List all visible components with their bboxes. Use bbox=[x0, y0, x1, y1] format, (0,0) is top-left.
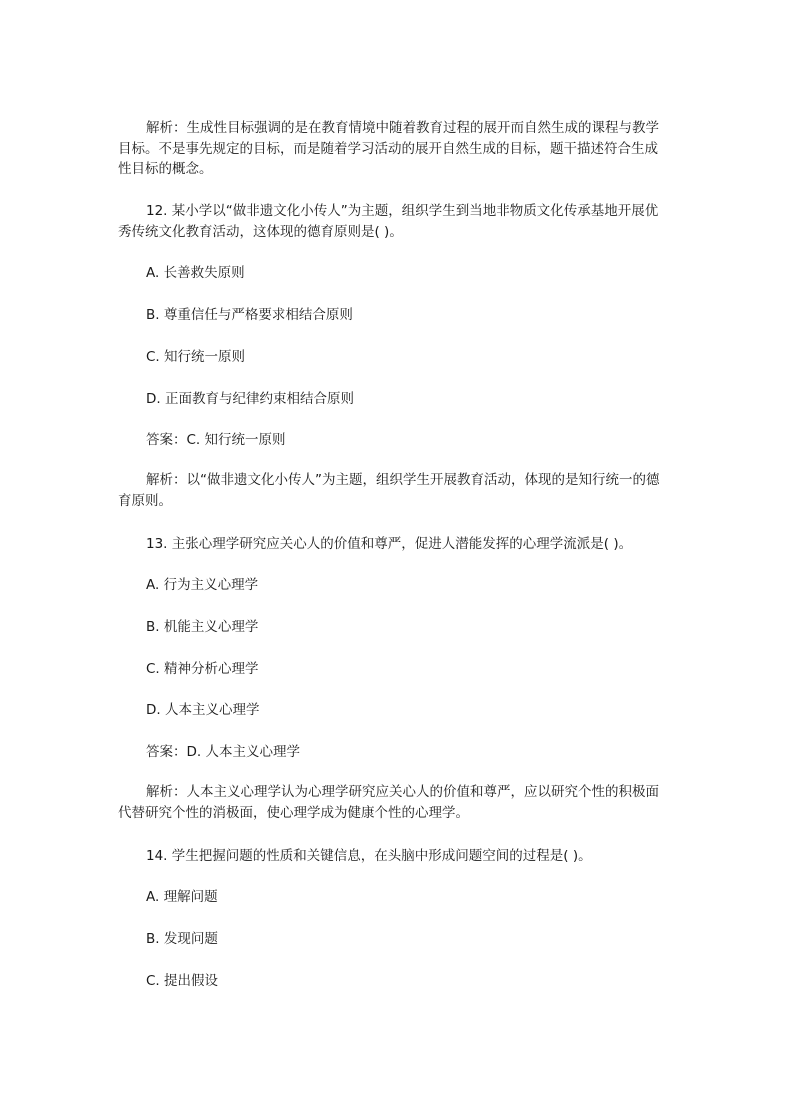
question-12-option-c: C. 知行统一原则 bbox=[146, 349, 246, 365]
question-13-option-a: A. 行为主义心理学 bbox=[146, 577, 259, 593]
question-14-option-a: A. 理解问题 bbox=[146, 889, 218, 905]
question-13-option-c: C. 精神分析心理学 bbox=[146, 661, 259, 677]
question-14-stem: 14. 学生把握问题的性质和关键信息，在头脑中形成问题空间的过程是( )。 bbox=[146, 848, 592, 864]
analysis-paragraph-11: 解析：生成性目标强调的是在教育情境中随着教育过程的展开而自然生成的课程与教学目标。不是事先规定的目标，而是随着学习活动的展开自然生成的目标，题干描述符合生成性目标的概念。 bbox=[118, 120, 659, 177]
question-12-answer: 答案：C. 知行统一原则 bbox=[146, 432, 286, 448]
question-13-stem: 13. 主张心理学研究应关心人的价值和尊严，促进人潜能发挥的心理学流派是( )。 bbox=[146, 536, 633, 552]
question-14-option-b: B. 发现问题 bbox=[146, 931, 218, 947]
question-12-option-b: B. 尊重信任与严格要求相结合原则 bbox=[146, 307, 353, 323]
question-12-option-a: A. 长善救失原则 bbox=[146, 265, 245, 281]
question-13-answer: 答案：D. 人本主义心理学 bbox=[146, 744, 300, 760]
question-12-analysis: 解析：以“做非遗文化小传人”为主题，组织学生开展教育活动，体现的是知行统一的德育原则。 bbox=[118, 472, 660, 509]
question-12-stem: 12. 某小学以“做非遗文化小传人”为主题，组织学生到当地非物质文化传承基地开展优秀传统文化教育活动，这体现的德育原则是( )。 bbox=[118, 203, 659, 240]
question-13-option-d: D. 人本主义心理学 bbox=[146, 702, 260, 718]
question-13-option-b: B. 机能主义心理学 bbox=[146, 619, 259, 635]
question-12-option-d: D. 正面教育与纪律约束相结合原则 bbox=[146, 391, 354, 407]
question-14-option-c: C. 提出假设 bbox=[146, 973, 219, 989]
question-13-analysis: 解析：人本主义心理学认为心理学研究应关心人的价值和尊严，应以研究个性的积极面代替研究个性的消极面，使心理学成为健康个性的心理学。 bbox=[118, 784, 659, 821]
